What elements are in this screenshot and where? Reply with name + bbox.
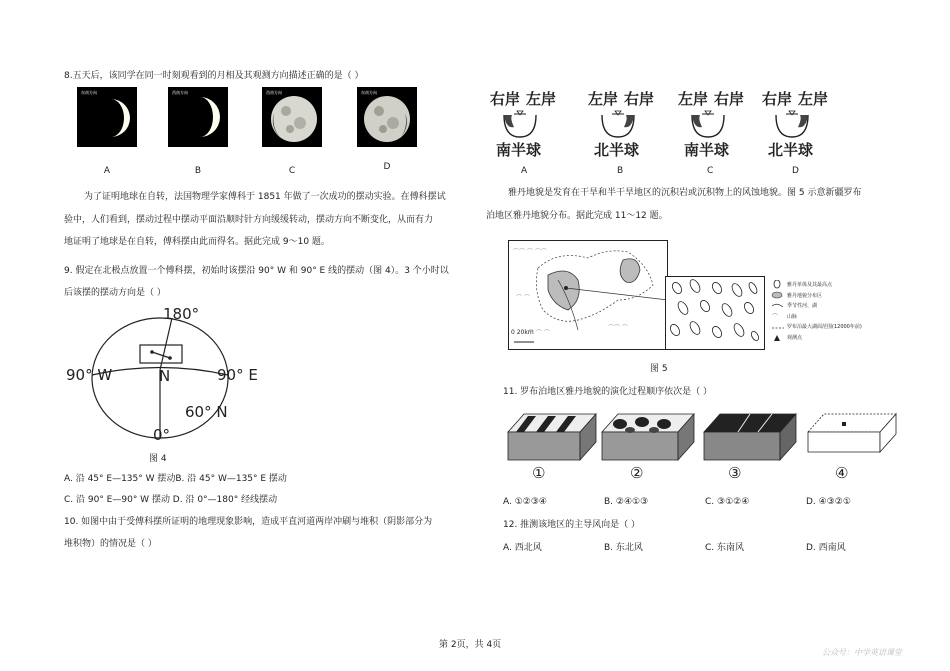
q10-label-d: D xyxy=(792,166,799,176)
moon-label-c: C xyxy=(288,166,296,176)
map-scale-label: 0 20km xyxy=(511,329,534,336)
q10-label-b: B xyxy=(617,166,624,176)
moon-photo-tag: 西南方向 xyxy=(266,90,282,95)
hemisphere-label: 北半球 xyxy=(594,141,640,159)
foucault-passage-line2: 验中，人们看到，摆动过程中摆动平面沿顺时针方向缓缓转动，摆动方向不断变化，从而有力 xyxy=(64,215,434,225)
watermark: 公众号：中学英语课堂 xyxy=(822,648,902,657)
pendulum-bob xyxy=(150,350,154,354)
moon-photo-b xyxy=(168,87,228,147)
right-bank-label: 左岸 xyxy=(526,90,557,108)
q12-option-a: A. 西北风 xyxy=(503,543,542,553)
page-number: 第 2页，共 4页 xyxy=(439,640,502,650)
q10-diagram-a xyxy=(490,88,570,160)
observation-symbol-icon xyxy=(774,335,780,341)
hemisphere-label: 北半球 xyxy=(768,141,814,159)
pendulum-rod xyxy=(152,352,170,358)
q11-stem: 11. 罗布泊地区雅丹地貌的演化过程顺序依次是（ ） xyxy=(503,387,713,397)
fig4-label-60n: 60° N xyxy=(185,403,228,421)
q9-options-row2: C. 沿 90° E—90° W 摆动 D. 沿 0°—180° 经线摆动 xyxy=(64,495,278,505)
waxing-crescent-icon xyxy=(168,87,228,147)
q9-stem-line2: 后该摆的摆动方向是（ ） xyxy=(64,288,166,298)
left-bank-label: 右岸 xyxy=(490,90,521,108)
svg-text:⌒ ⌒ ⌒: ⌒ ⌒ ⌒ xyxy=(528,330,550,337)
moon-photo-tag: 东南方向 xyxy=(81,90,97,95)
q12-option-b: B. 东北风 xyxy=(604,543,643,553)
svg-text:⌒: ⌒ xyxy=(772,314,779,321)
moon-label-d: D xyxy=(383,162,391,172)
moon-photo-d xyxy=(357,87,417,147)
yardang-block-3 xyxy=(702,410,798,462)
fig4-label-180: 180° xyxy=(163,305,200,323)
block-label-1: ① xyxy=(532,464,546,482)
right-bank-label: 右岸 xyxy=(624,90,655,108)
fig4-label-n: N xyxy=(159,367,171,385)
meridian-180 xyxy=(160,318,172,370)
q10-label-c: C xyxy=(707,166,714,176)
gibbous-moon-icon xyxy=(357,87,417,147)
hemisphere-label: 南半球 xyxy=(684,141,730,159)
right-bank-label: 左岸 xyxy=(798,90,829,108)
fig5-caption: 图 5 xyxy=(650,364,668,374)
pendulum-frame xyxy=(140,345,182,363)
legend-label: 雅丹单体及其最高点 xyxy=(787,282,833,288)
q12-stem: 12. 推测该地区的主导风向是（ ） xyxy=(503,520,641,530)
left-bank-label: 左岸 xyxy=(678,90,709,108)
q11-option-a: A. ①②③④ xyxy=(503,497,547,507)
yardang-area-symbol-icon xyxy=(772,292,782,298)
yardang-detail-inset xyxy=(665,276,765,350)
yardang-block-2 xyxy=(600,410,696,462)
yardang-block-4 xyxy=(806,410,898,462)
river-channel-icon xyxy=(490,109,570,139)
legend-label: 山脉 xyxy=(787,313,798,320)
block-label-4: ④ xyxy=(835,464,849,482)
yardang-passage-line2: 泊地区雅丹地貌分布。据此完成 11～12 题。 xyxy=(486,211,668,221)
left-bank-label: 右岸 xyxy=(762,90,793,108)
legend-label: 季节性河、湖 xyxy=(787,303,818,309)
moon-photo-tag: 东南方向 xyxy=(361,90,377,95)
river-channel-icon xyxy=(678,109,758,139)
block-label-3: ③ xyxy=(728,464,742,482)
waxing-crescent-icon xyxy=(77,87,137,147)
q11-option-c: C. ③①②④ xyxy=(705,497,750,507)
q10-label-a: A xyxy=(521,166,528,176)
q11-option-b: B. ②④①③ xyxy=(604,497,649,507)
q10-diagram-d xyxy=(762,88,842,160)
svg-text:⌒⌒ ⌒: ⌒⌒ ⌒ xyxy=(608,325,628,332)
left-bank-label: 左岸 xyxy=(588,90,619,108)
map-legend-labels xyxy=(787,280,862,343)
gibbous-moon-icon xyxy=(262,87,322,147)
q11-option-d: D. ④③②① xyxy=(806,497,851,507)
moon-label-a: A xyxy=(103,166,111,176)
moon-photo-c xyxy=(262,87,322,147)
q10-diagram-c xyxy=(678,88,758,160)
q8-stem: 8.五天后，该同学在同一时刻观看到的月相及其观测方向描述正确的是（ ） xyxy=(64,71,364,81)
fig4-caption: 图 4 xyxy=(149,454,167,464)
svg-text:⌒ ⌒: ⌒ ⌒ xyxy=(516,295,530,302)
river-channel-icon xyxy=(588,109,668,139)
moon-photo-tag: 西南方向 xyxy=(172,90,188,95)
q9-stem-line1: 9. 假定在北极点放置一个傅科摆，初始时该摆沿 90° W 和 90° E 线的摆动（图 4）。3 个小时以 xyxy=(64,266,449,276)
q10-diagram-b xyxy=(588,88,668,160)
map-legend-symbols xyxy=(771,280,785,350)
q12-option-c: C. 东南风 xyxy=(705,543,745,553)
moon-label-b: B xyxy=(194,166,202,176)
q9-options-row1: A. 沿 45° E—135° W 摆动B. 沿 45° W—135° E 摆动 xyxy=(64,474,287,484)
legend-label: 雅丹地貌分布区 xyxy=(787,292,823,299)
block-label-2: ② xyxy=(630,464,644,482)
fig4-label-0: 0° xyxy=(153,426,171,444)
moon-photo-a xyxy=(77,87,137,147)
q10-stem-line1: 10. 如图中由于受傅科摆所证明的地理现象影响，造成平直河道两岸冲刷与堆积（阴影部分为 xyxy=(64,517,433,527)
legend-label: 罗布泊最大湖面范围(12000年前) xyxy=(787,324,862,330)
river-symbol-icon xyxy=(772,304,783,307)
foucault-passage-line1: 为了证明地球在自转，法国物理学家傅科于 1851 年做了一次成功的摆动实验。在傅科摆试 xyxy=(84,192,446,202)
legend-label: 观测点 xyxy=(787,334,803,341)
svg-text:⌒⌒ ⌒ ⌒⌒: ⌒⌒ ⌒ ⌒⌒ xyxy=(513,249,547,256)
foucault-passage-line3: 地证明了地球是在自转，傅科摆由此而得名。据此完成 9～10 题。 xyxy=(64,237,330,247)
hemisphere-label: 南半球 xyxy=(496,141,542,159)
fig4-label-90w: 90° W xyxy=(66,366,113,384)
yardang-symbol-icon xyxy=(774,280,780,288)
pendulum-pivot xyxy=(168,356,172,360)
yardang-passage-line1: 雅丹地貌是发育在干旱和半干旱地区的沉积岩或沉积物上的风蚀地貌。图 5 示意新疆罗布 xyxy=(508,188,862,198)
fig4-label-90e: 90° E xyxy=(217,366,258,384)
q10-stem-line2: 堆积物）的情况是（ ） xyxy=(64,539,157,549)
q12-option-d: D. 西南风 xyxy=(806,543,846,553)
right-bank-label: 右岸 xyxy=(714,90,745,108)
river-channel-icon xyxy=(762,109,842,139)
yardang-block-1 xyxy=(506,410,598,462)
